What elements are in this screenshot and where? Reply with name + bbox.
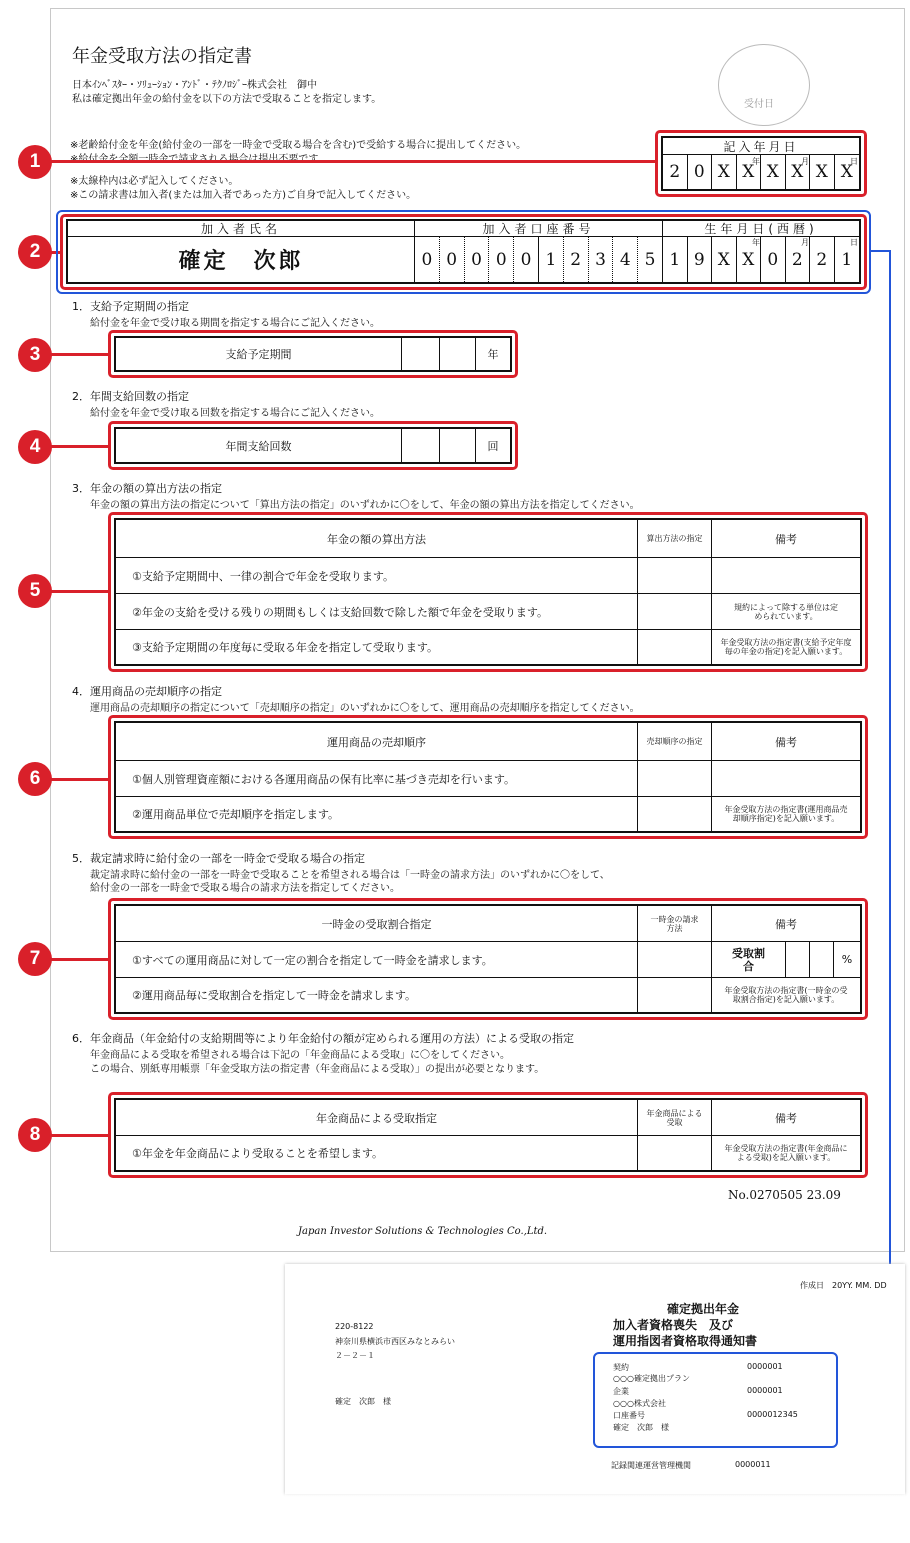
calc-row-1-remark (712, 558, 860, 594)
calc-col-remarks: 備考 (712, 520, 860, 558)
notice-postal: 220-8122 (335, 1322, 374, 1331)
note-1: ※老齢給付金を年金(給付金の一部を一時金で受取る場合を含む)で受給する場合に提出してください。 (70, 140, 527, 151)
marker-5-line (45, 590, 110, 593)
period-label: 支給予定期間 (116, 338, 402, 370)
sell-col-remarks: 備考 (712, 723, 860, 761)
sell-col-select: 売却順序の指定 (638, 723, 712, 761)
section5-desc-2: 給付金の一部を一時金で受取る場合の請求方法を指定してください。 (90, 883, 400, 894)
lump-row-1-select[interactable] (638, 942, 712, 978)
count-digit-1[interactable] (402, 429, 440, 462)
period-digit-2[interactable] (440, 338, 476, 370)
birth-digit[interactable]: X (737, 237, 762, 282)
notice-address-1: 神奈川県横浜市西区みなとみらい (335, 1337, 455, 1346)
marker-3-line (45, 353, 110, 356)
calc-row-2-select[interactable] (638, 594, 712, 630)
sell-row-1-text: ①個人別管理資産額における各運用商品の保有比率に基づき売却を行います。 (116, 761, 638, 797)
marker-6-line (45, 778, 110, 781)
calc-row-1-select[interactable] (638, 558, 712, 594)
calc-method-table (114, 518, 862, 666)
section6-desc-2: この場合、別紙専用帳票「年金受取方法の指定書（年金商品による受取）」の提出が必要となります。 (90, 1064, 545, 1075)
notice-row-4-label: ○○○株式会社 (613, 1399, 666, 1408)
count-label: 年間支給回数 (116, 429, 402, 462)
lump-sum-table (114, 904, 862, 1014)
entry-date-digit[interactable]: X (840, 162, 853, 182)
addressee: 日本ｲﾝﾍﾞｽﾀｰ・ｿﾘｭｰｼｮﾝ・ｱﾝﾄﾞ・ﾃｸﾉﾛｼﾞｰ株式会社 御中 (72, 80, 317, 91)
birth-digit[interactable]: 1 (841, 249, 853, 270)
sell-order-table (114, 721, 862, 833)
account-digit[interactable]: 0 (465, 237, 490, 282)
period-digit-1[interactable] (402, 338, 440, 370)
lump-col-select: 一時金の請求方法 (638, 906, 712, 942)
notice-agency-value: 0000011 (735, 1460, 771, 1469)
connector-vertical (889, 250, 891, 1395)
notice-title-3: 運用指図者資格取得通知書 (613, 1334, 758, 1348)
annuity-col-select: 年金商品による受取 (638, 1100, 712, 1136)
marker-2: 2 (18, 235, 52, 269)
marker-8: 8 (18, 1118, 52, 1152)
name-header: 加入者氏名 (68, 221, 415, 237)
birth-unit-label: 日 (850, 238, 858, 247)
notice-addressee: 確定 次郎 様 (335, 1397, 391, 1406)
count-table (114, 427, 512, 464)
notice-agency-label: 記録関連運営管理機関 (611, 1461, 691, 1470)
lump-col-remarks: 備考 (712, 906, 860, 942)
notice-created-date: 作成日 20YY. MM. DD (800, 1281, 887, 1290)
sell-row-2-select[interactable] (638, 797, 712, 831)
annuity-table (114, 1098, 862, 1172)
company-english-name: Japan Investor Solutions & Technologies Co.,Ltd. (298, 1226, 548, 1237)
marker-7-line (45, 958, 110, 961)
declaration: 私は確定拠出年金の給付金を以下の方法で受取ることを指定します。 (72, 94, 382, 105)
birth-unit-label: 月 (801, 238, 809, 247)
lump-row-1-text: ①すべての運用商品に対して一定の割合を指定して一時金を請求します。 (116, 942, 638, 978)
notice-row-3-value: 0000001 (747, 1386, 783, 1395)
calc-row-3-select[interactable] (638, 630, 712, 664)
entry-date-digit[interactable]: 2 (663, 155, 688, 189)
marker-4-line (45, 445, 110, 448)
section3-desc: 年金の額の算出方法の指定について「算出方法の指定」のいずれかに〇をして、年金の額の算出方法を指定してください。 (90, 500, 640, 511)
ratio-label: 受取割合 (712, 942, 786, 978)
account-digit[interactable]: 0 (415, 237, 440, 282)
birth-header: 生年月日(西暦) (663, 221, 859, 237)
annuity-row-1-remark: 年金受取方法の指定書(年金商品による受取)を記入願います。 (724, 1144, 848, 1162)
date-unit-label: 月 (801, 157, 809, 166)
member-name: 確定 次郎 (68, 237, 415, 282)
date-unit-label: 年 (752, 157, 760, 166)
note-4: ※この請求書は加入者(または加入者であった方)ご自身で記入してください。 (70, 190, 417, 201)
notice-row-3-label: 企業 (613, 1387, 629, 1396)
entry-date-digit[interactable]: X (761, 155, 786, 189)
marker-1: 1 (18, 145, 52, 179)
stamp-label: 受付日 (744, 99, 774, 110)
notice-address-2: ２－２－１ (335, 1351, 375, 1360)
ratio-unit: % (834, 942, 860, 978)
birth-digit[interactable]: 1 (663, 237, 688, 282)
annuity-col-method: 年金商品による受取指定 (116, 1100, 638, 1136)
account-digit[interactable]: 4 (613, 237, 638, 282)
form-number: No.0270505 23.09 (728, 1188, 841, 1202)
marker-6: 6 (18, 762, 52, 796)
notice-row-1-label: 契約 (613, 1363, 629, 1372)
marker-8-line (45, 1134, 110, 1137)
connector-top (871, 250, 891, 252)
sell-row-2-text: ②運用商品単位で売却順序を指定します。 (116, 797, 638, 831)
birth-digit[interactable]: 2 (810, 237, 835, 282)
marker-5: 5 (18, 574, 52, 608)
account-digit[interactable]: 0 (489, 237, 514, 282)
ratio-digit-1[interactable] (786, 942, 810, 978)
notice-row-2-label: ○○○確定拠出プラン (613, 1374, 690, 1383)
period-unit: 年 (487, 348, 499, 361)
marker-4: 4 (18, 430, 52, 464)
lump-col-method: 一時金の受取割合指定 (116, 906, 638, 942)
entry-date-table (661, 136, 861, 191)
note-3: ※太線枠内は必ず記入してください。 (70, 176, 239, 187)
account-digit[interactable]: 3 (589, 237, 614, 282)
reception-stamp-circle (718, 44, 810, 126)
count-unit: 回 (487, 439, 499, 453)
sell-row-2-remark: 年金受取方法の指定書(運用商品売却順序指定)を記入願います。 (724, 805, 848, 823)
account-header: 加入者口座番号 (415, 221, 663, 237)
sell-row-1-remark (712, 761, 860, 797)
entry-date-header: 記入年月日 (663, 138, 859, 155)
date-unit-label: 日 (850, 157, 858, 166)
account-digit[interactable]: 0 (514, 237, 539, 282)
account-digit[interactable]: 5 (638, 237, 663, 282)
section2-desc: 給付金を年金で受け取る回数を指定する場合にご記入ください。 (90, 408, 380, 419)
birth-unit-label: 年 (752, 238, 760, 247)
lump-row-2-select[interactable] (638, 978, 712, 1012)
section2-heading: 2．年間支給回数の指定 (72, 390, 189, 403)
entry-date-digit[interactable]: X (712, 155, 737, 189)
marker-3: 3 (18, 338, 52, 372)
period-table (114, 336, 512, 372)
section3-heading: 3．年金の額の算出方法の指定 (72, 482, 222, 495)
entry-date-digit[interactable]: X (737, 155, 762, 189)
birth-digit[interactable]: 2 (786, 237, 811, 282)
lump-row-2-text: ②運用商品毎に受取割合を指定して一時金を請求します。 (116, 978, 638, 1012)
calc-row-2-remark: 規約によって除する単位は定められています。 (712, 594, 860, 630)
section5-desc-1: 裁定請求時に給付金の一部を一時金で受取ることを希望される場合は「一時金の請求方法」のいずれかに〇をして、 (90, 870, 610, 881)
section6-desc-1: 年金商品による受取を希望される場合は下記の「年金商品による受取」に〇をしてください。 (90, 1050, 510, 1061)
notice-row-1-value: 0000001 (747, 1362, 783, 1371)
sell-row-1-select[interactable] (638, 761, 712, 797)
notice-title-1: 確定拠出年金 (667, 1302, 740, 1316)
birth-digit[interactable]: 0 (761, 237, 786, 282)
calc-row-2-text: ②年金の支給を受ける残りの期間もしくは支給回数で除した額で年金を受取ります。 (116, 594, 638, 630)
notice-title-2: 加入者資格喪失 及び (613, 1318, 734, 1332)
notice-row-6-label: 確定 次郎 様 (613, 1423, 669, 1432)
section4-heading: 4．運用商品の売却順序の指定 (72, 685, 222, 698)
count-digit-2[interactable] (440, 429, 476, 462)
account-digit[interactable]: 0 (440, 237, 465, 282)
calc-col-method: 年金の額の算出方法 (116, 520, 638, 558)
birth-digit[interactable]: 9 (688, 237, 713, 282)
calc-row-1-text: ①支給予定期間中、一律の割合で年金を受取ります。 (116, 558, 638, 594)
sell-col-method: 運用商品の売却順序 (116, 723, 638, 761)
annuity-row-1-select[interactable] (638, 1136, 712, 1170)
notice-info-blue-highlight (593, 1352, 838, 1448)
ratio-digit-2[interactable] (810, 942, 834, 978)
form-title: 年金受取方法の指定書 (72, 46, 252, 67)
calc-row-3-text: ③支給予定期間の年度毎に受取る年金を指定して受取ります。 (116, 630, 638, 664)
entry-date-digit[interactable]: X (786, 155, 811, 189)
entry-date-digit[interactable]: X (810, 155, 835, 189)
birth-digit[interactable]: X (712, 237, 737, 282)
section1-heading: 1．支給予定期間の指定 (72, 300, 189, 313)
annuity-col-remarks: 備考 (712, 1100, 860, 1136)
annuity-row-1-text: ①年金を年金商品により受取ることを希望します。 (116, 1136, 638, 1170)
calc-row-3-remark: 年金受取方法の指定書(支給予定年度毎の年金の指定)を記入願います。 (720, 638, 852, 656)
notice-row-5-value: 0000012345 (747, 1410, 798, 1419)
section5-heading: 5．裁定請求時に給付金の一部を一時金で受取る場合の指定 (72, 852, 365, 865)
notice-slip-fade (285, 1470, 905, 1515)
marker-1-line (45, 160, 658, 163)
member-info-table (66, 219, 861, 284)
section1-desc: 給付金を年金で受け取る期間を指定する場合にご記入ください。 (90, 318, 380, 329)
account-digit[interactable]: 1 (539, 237, 564, 282)
entry-date-digit[interactable]: 0 (688, 155, 713, 189)
section4-desc: 運用商品の売却順序の指定について「売却順序の指定」のいずれかに〇をして、運用商品の売却順序を指定してください。 (90, 703, 640, 714)
calc-col-select: 算出方法の指定 (638, 520, 712, 558)
notice-row-5-label: 口座番号 (613, 1411, 645, 1420)
marker-7: 7 (18, 942, 52, 976)
account-digit[interactable]: 2 (564, 237, 589, 282)
lump-row-2-remark: 年金受取方法の指定書(一時金の受取割合指定)を記入願います。 (724, 986, 848, 1004)
section6-heading: 6．年金商品（年金給付の支給期間等により年金給付の額が定められる運用の方法）による受取の指定 (72, 1032, 574, 1045)
